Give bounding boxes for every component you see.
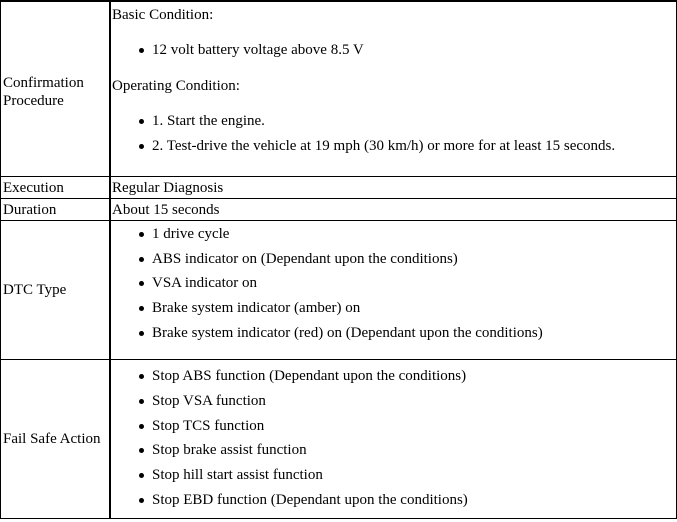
list-item: Stop brake assist function <box>139 441 676 459</box>
list-item: ABS indicator on (Dependant upon the conditions) <box>139 250 676 268</box>
label-duration: Duration <box>1 199 111 221</box>
basic-condition-list <box>112 41 676 59</box>
label-confirmation-procedure <box>1 1 111 177</box>
row-dtc-type <box>1 221 677 360</box>
basic-condition-heading: Basic Condition: <box>112 7 214 23</box>
list-item: Stop EBD function (Dependant upon the conditions) <box>139 491 676 509</box>
list-item: Stop ABS function (Dependant upon the conditions) <box>139 367 676 385</box>
operating-condition-list <box>112 112 676 155</box>
label-execution: Execution <box>1 177 111 199</box>
value-execution: Regular Diagnosis <box>110 177 677 199</box>
label-confirmation-line2: Procedure <box>3 93 64 109</box>
list-item: 12 volt battery voltage above 8.5 V <box>139 41 676 59</box>
row-execution <box>1 177 677 199</box>
list-item: Brake system indicator (red) on (Dependant upon the conditions) <box>139 324 676 342</box>
list-item: 2. Test-drive the vehicle at 19 mph (30 km/h) or more for at least 15 seconds. <box>139 137 676 155</box>
label-dtc-type: DTC Type <box>1 221 111 360</box>
value-dtc-type <box>110 221 677 360</box>
row-fail-safe-action <box>1 360 677 519</box>
label-fail-safe-action: Fail Safe Action <box>1 360 111 519</box>
list-item: Stop hill start assist function <box>139 466 676 484</box>
label-confirmation-line1: Confirmation <box>3 75 84 91</box>
list-item: 1 drive cycle <box>139 225 676 243</box>
value-confirmation-procedure <box>110 1 677 177</box>
list-item: Stop VSA function <box>139 392 676 410</box>
value-duration: About 15 seconds <box>110 199 677 221</box>
list-item: VSA indicator on <box>139 274 676 292</box>
list-item: 1. Start the engine. <box>139 112 676 130</box>
list-item: Stop TCS function <box>139 417 676 435</box>
row-confirmation-procedure <box>1 1 677 177</box>
dtc-type-list <box>112 225 676 342</box>
list-item: Brake system indicator (amber) on <box>139 299 676 317</box>
value-fail-safe-action <box>110 360 677 519</box>
fail-safe-list <box>112 367 676 509</box>
operating-condition-heading: Operating Condition: <box>112 78 240 94</box>
row-duration <box>1 199 677 221</box>
